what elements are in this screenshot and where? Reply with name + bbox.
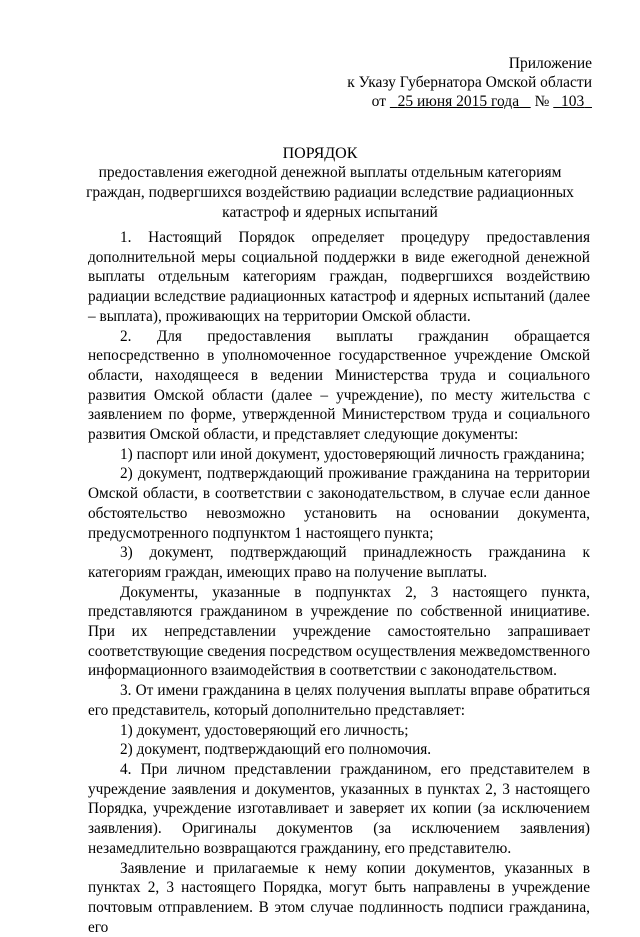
paragraph: 3) документ, подтверждающий принадлежность гражданина к категориям граждан, имеющих право на получение выплаты. [88,543,590,582]
number-prefix: № [535,93,550,110]
paragraph: 4. При личном представлении гражданином, его представителем в учреждение заявления и документов, указанных в пунктах 2, 3 настоящего Порядка, учреждение изготавливает и заверяет их копии (за исключением заявления). Оригиналы документов (за исключением заявления) незамедлительно возвращаются гражданину, его представителю. [88,760,590,859]
date-prefix: от [372,93,386,110]
paragraph: 3. От имени гражданина в целях получения выплаты вправе обратиться его представитель, который дополнительно представляет: [88,681,590,720]
paragraph: 1. Настоящий Порядок определяет процедуру предоставления дополнительной меры социальной поддержки в виде ежегодной денежной выплаты отдельным категориям граждан, подвергшихся воздействию радиации вследствие радиационных катастроф и ядерных испытаний (далее – выплата), проживающих на территории Омской области. [88,228,590,327]
paragraph: Документы, указанные в подпунктах 2, 3 настоящего пункта, представляются гражданином в учреждение по собственной инициативе. При их непредставлении учреждение самостоятельно запрашивает соответствующие сведения посредством осуществления межведомственного информационного взаимодействия в соответствии с законодательством. [88,583,590,682]
paragraph: 1) документ, удостоверяющий его личность; [88,721,590,741]
decree-reference: к Указу Губернатора Омской области [332,73,592,92]
document-body [88,228,590,937]
appendix-label: Приложение [332,54,592,73]
paragraph: 2. Для предоставления выплаты гражданин обращается непосредственно в уполномоченное государственное учреждение Омской области, находящееся в ведении Министерства труда и социального развития Омской области (далее – учреждение), по месту жительства с заявлением по форме, утвержденной Министерством труда и социального развития Омской области, и представляет следующие документы: [88,327,590,445]
paragraph: Заявление и прилагаемые к нему копии документов, указанных в пунктах 2, 3 настоящего Порядка, могут быть направлены в учреждение почтовым отправлением. В этом случае подлинность подписи гражданина, его [88,859,590,937]
decree-date-line [332,92,592,111]
paragraph: 1) паспорт или иной документ, удостоверяющий личность гражданина; [88,445,590,465]
paragraph: 2) документ, подтверждающий его полномочия. [88,740,590,760]
appendix-header [332,54,592,111]
paragraph: 2) документ, подтверждающий проживание гражданина на территории Омской области, в соответствии с законодательством, в случае если данное обстоятельство невозможно установить на основании документа, предусмотренного подпунктом 1 настоящего пункта; [88,464,590,543]
document-title: ПОРЯДОК [0,144,640,164]
document-subtitle: предоставления ежегодной денежной выплаты отдельным категориям граждан, подвергшихся воздействию радиации вследствие радиационных катастроф и ядерных испытаний [80,163,580,223]
decree-number: 103 [553,93,592,110]
decree-date: 25 июня 2015 года [390,93,531,110]
